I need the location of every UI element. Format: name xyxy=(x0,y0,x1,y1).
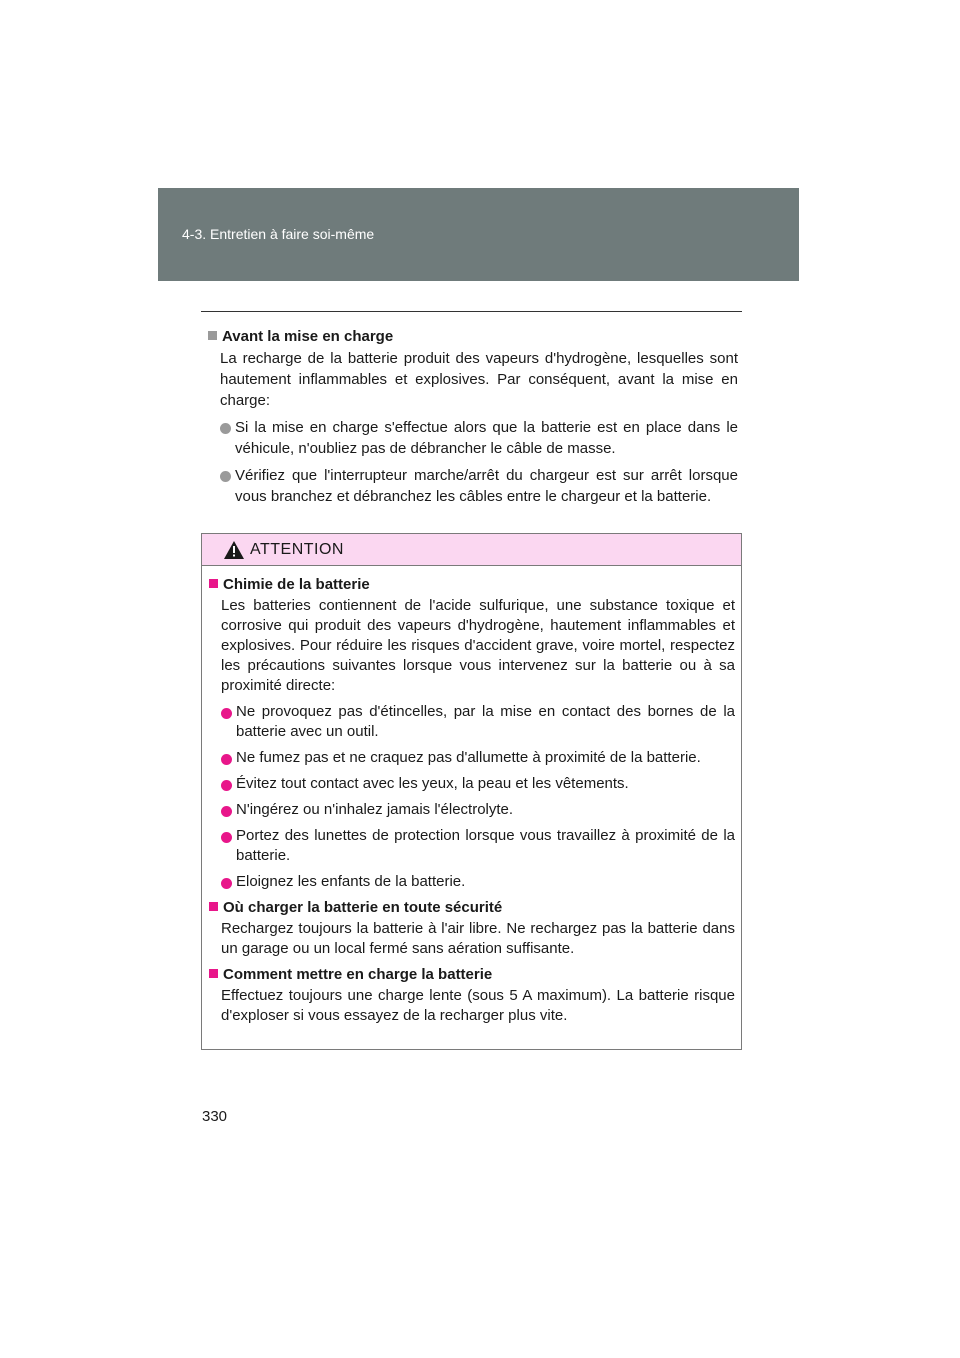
list-item-text: Si la mise en charge s'effectue alors que la batterie est en place dans le véhicule, n'oubliez pas de débrancher le câble de masse. xyxy=(235,419,738,457)
list-item xyxy=(220,465,738,507)
bullet-dot-icon xyxy=(221,878,232,889)
bullet-dot-icon xyxy=(221,754,232,765)
bullet-dot-icon xyxy=(221,780,232,791)
bullet-dot-icon xyxy=(220,423,231,434)
bullet-dot-icon xyxy=(221,832,232,843)
chapter-header xyxy=(158,188,799,281)
list-item xyxy=(221,748,735,768)
list-item xyxy=(221,800,735,820)
attention-heading xyxy=(209,898,735,918)
intro-heading xyxy=(208,326,738,347)
attention-title: ATTENTION xyxy=(250,540,344,558)
intro-text: La recharge de la batterie produit des vapeurs d'hydrogène, lesquelles sont hautement inflammables et explosives. Par conséquent, avant la mise en charge: xyxy=(220,350,738,409)
attention-text: Rechargez toujours la batterie à l'air libre. Ne rechargez pas la batterie dans un garage ou un local fermé sans aération suffisante. xyxy=(221,920,735,957)
list-item-text: Portez des lunettes de protection lorsque vous travaillez à proximité de la batterie. xyxy=(236,827,735,864)
section-title: 4-3. Entretien à faire soi-même xyxy=(182,226,375,242)
list-item xyxy=(221,702,735,742)
intro-heading-text: Avant la mise en charge xyxy=(222,328,394,345)
list-item-text: N'ingérez ou n'inhalez jamais l'électrolyte. xyxy=(236,801,514,818)
attention-heading xyxy=(209,965,735,985)
divider xyxy=(201,311,742,312)
page-number: 330 xyxy=(202,1108,228,1125)
warning-triangle-icon xyxy=(224,541,244,559)
list-item-text: Ne provoquez pas d'étincelles, par la mise en contact des bornes de la batterie avec un outil. xyxy=(236,703,735,740)
attention-header xyxy=(202,534,741,566)
attention-heading-text: Comment mettre en charge la batterie xyxy=(223,966,493,983)
attention-text: Les batteries contiennent de l'acide sulfurique, une substance toxique et corrosive qui produit des vapeurs d'hydrogène, hautement inflammables et explosives. Pour réduire les risques d'accident grave, voire mortel, respectez les précautions suivantes lorsque vous intervenez sur la batterie ou à sa proximité directe: xyxy=(221,597,735,694)
list-item-text: Eloignez les enfants de la batterie. xyxy=(236,873,466,890)
attention-heading xyxy=(209,575,735,595)
bullet-dot-icon xyxy=(221,708,232,719)
attention-body xyxy=(202,566,741,1026)
square-bullet-icon xyxy=(208,331,217,340)
bullet-dot-icon xyxy=(221,806,232,817)
square-bullet-icon xyxy=(209,902,218,911)
square-bullet-icon xyxy=(209,969,218,978)
intro-section xyxy=(208,326,738,513)
attention-text: Effectuez toujours une charge lente (sous 5 A maximum). La batterie risque d'exploser si vous essayez de la recharger plus vite. xyxy=(221,987,735,1024)
square-bullet-icon xyxy=(209,579,218,588)
list-item-text: Vérifiez que l'interrupteur marche/arrêt du chargeur est sur arrêt lorsque vous branchez et débranchez les câbles entre le chargeur et la batterie. xyxy=(235,467,738,505)
list-item xyxy=(221,774,735,794)
attention-heading-text: Chimie de la batterie xyxy=(223,576,370,593)
list-item xyxy=(221,826,735,866)
list-item xyxy=(221,872,735,892)
attention-box xyxy=(201,533,742,1050)
list-item xyxy=(220,417,738,459)
list-item-text: Ne fumez pas et ne craquez pas d'allumette à proximité de la batterie. xyxy=(236,749,701,766)
attention-heading-text: Où charger la batterie en toute sécurité xyxy=(223,899,503,916)
list-item-text: Évitez tout contact avec les yeux, la peau et les vêtements. xyxy=(236,775,629,792)
bullet-dot-icon xyxy=(220,471,231,482)
